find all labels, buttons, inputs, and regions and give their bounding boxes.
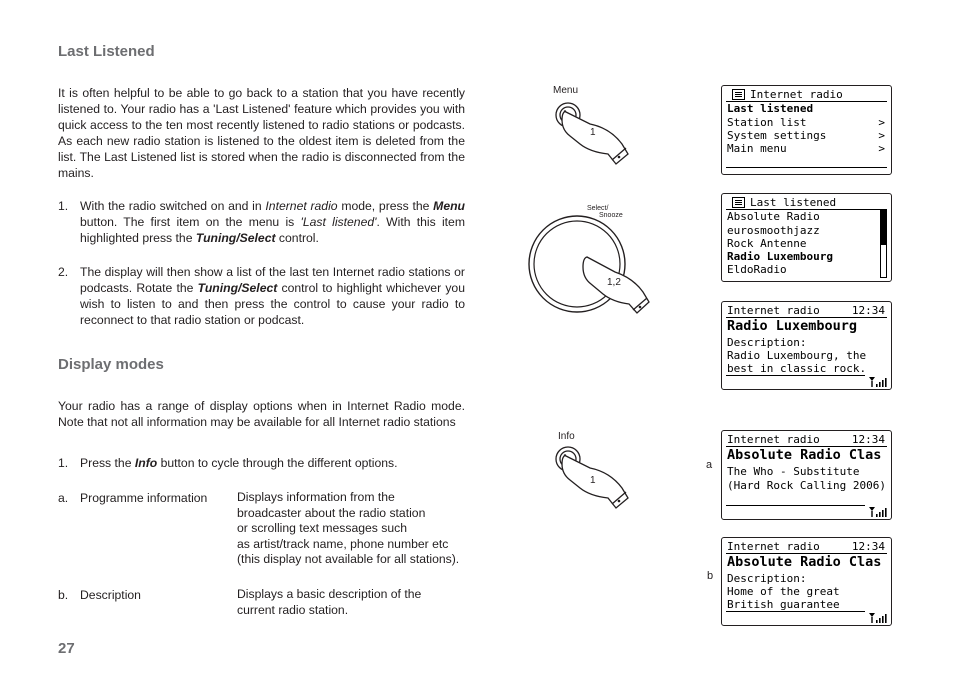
info-button-label: Info: [558, 431, 575, 442]
step-indicator: 1: [590, 475, 596, 486]
lcd-station-name: Absolute Radio Clas: [727, 554, 882, 570]
lcd-menu-item-station-list: Station list: [727, 116, 807, 129]
lcd-header: Last listened: [750, 196, 837, 209]
lcd-station-name: Absolute Radio Clas: [727, 447, 882, 463]
lcd-internet-radio-menu: [721, 85, 892, 175]
lcd-clock: 12:34: [851, 433, 885, 446]
section-title-last-listened: Last Listened: [58, 43, 155, 60]
lcd-info-line: Home of the great: [727, 585, 840, 598]
lcd-station-description: [721, 301, 892, 390]
option-name: Description: [80, 588, 141, 602]
chevron-right-icon: >: [878, 142, 885, 155]
lcd-info-line: best in classic rock.: [727, 362, 867, 375]
lcd-menu-item-system-settings: System settings: [727, 129, 827, 142]
lcd-header: Internet radio: [727, 304, 820, 317]
lcd-header: Internet radio: [727, 433, 820, 446]
display-modes-step-1: Press the Info button to cycle through the different options.: [80, 456, 398, 470]
last-listened-step-2: The display will then show a list of the last ten Internet radio stations or podcasts. Rotate the Tuning/Select control to highlight whichever you wish to listen to and then press the control to cause your radio to reconnect to that radio station or podcast.: [80, 265, 465, 327]
lcd-description-mode: [721, 537, 892, 626]
step-indicator: 1: [590, 127, 596, 138]
lcd-info-line: The Who - Substitute: [727, 465, 860, 478]
lcd-scrollbar: [880, 210, 887, 278]
step-indicator: 1,2: [607, 277, 621, 288]
lcd-header: Internet radio: [727, 540, 820, 553]
chevron-right-icon: >: [878, 116, 885, 129]
lcd-scrollbar-thumb: [881, 211, 886, 245]
menu-button-label: Menu: [553, 85, 579, 96]
option-marker: b: [707, 570, 714, 582]
lcd-clock: 12:34: [851, 540, 885, 553]
lcd-list-item: eurosmoothjazz: [727, 224, 820, 237]
select-knob-label: Select/: [587, 205, 609, 212]
last-listened-intro: It is often helpful to be able to go back to a station that you have recently listened to. Your radio has a 'Last Listened' feature which provides you with quick access to the ten most recently listened to radio stations or podcasts. As each new radio station is listened to the oldest item is deleted from the list. The Last Listened list is stored when the radio is disconnected from the mains.: [58, 86, 465, 180]
lcd-list-item-selected: Radio Luxembourg: [727, 250, 833, 263]
step-number: 2.: [58, 265, 69, 279]
lcd-station-name: Radio Luxembourg: [727, 318, 858, 334]
lcd-info-line: Description:: [727, 572, 807, 585]
lcd-clock: 12:34: [851, 304, 885, 317]
lcd-last-listened-list: [721, 193, 892, 282]
lcd-programme-information: [721, 430, 892, 520]
step-number: 1.: [58, 199, 69, 213]
display-modes-intro: Your radio has a range of display options when in Internet Radio mode. Note that not all information may be available for all Internet radio stations: [58, 399, 465, 429]
select-knob-press-illustration: [525, 212, 660, 320]
select-knob-label: Snooze: [599, 212, 623, 219]
option-letter: a.: [58, 491, 69, 505]
lcd-info-line: (Hard Rock Calling 2006): [727, 479, 886, 492]
lcd-list-item: EldoRadio: [727, 263, 787, 276]
option-description: Displays information from the broadcaster about the radio station or scrolling text messages such as artist/track name, phone number etc (this display not available for all stations).: [237, 490, 460, 566]
lcd-list-item: Rock Antenne: [727, 237, 807, 250]
chevron-right-icon: >: [878, 129, 885, 142]
option-name: Programme information: [80, 491, 208, 505]
section-title-display-modes: Display modes: [58, 356, 164, 373]
list-icon: [732, 89, 745, 100]
step-number: 1.: [58, 456, 69, 470]
option-description: Displays a basic description of the current radio station.: [237, 587, 422, 617]
lcd-menu-item-main-menu: Main menu: [727, 142, 787, 155]
list-icon: [732, 197, 745, 208]
lcd-info-line: Description:: [727, 336, 807, 349]
lcd-info-line: British guarantee: [727, 598, 840, 611]
signal-strength-icon: [868, 612, 888, 624]
signal-strength-icon: [868, 506, 888, 518]
lcd-header: Internet radio: [750, 88, 843, 101]
page-number: 27: [58, 640, 75, 657]
option-marker: a: [706, 459, 713, 471]
lcd-list-item: Absolute Radio: [727, 210, 820, 223]
signal-strength-icon: [868, 376, 888, 388]
lcd-info-line: Radio Luxembourg, the: [727, 349, 867, 362]
last-listened-step-1: With the radio switched on and in Internet radio mode, press the Menu button. The first item on the menu is 'Last listened'. With this item highlighted press the Tuning/Select control.: [80, 199, 465, 245]
option-letter: b.: [58, 588, 69, 602]
lcd-menu-item-last-listened: Last listened: [727, 102, 814, 115]
